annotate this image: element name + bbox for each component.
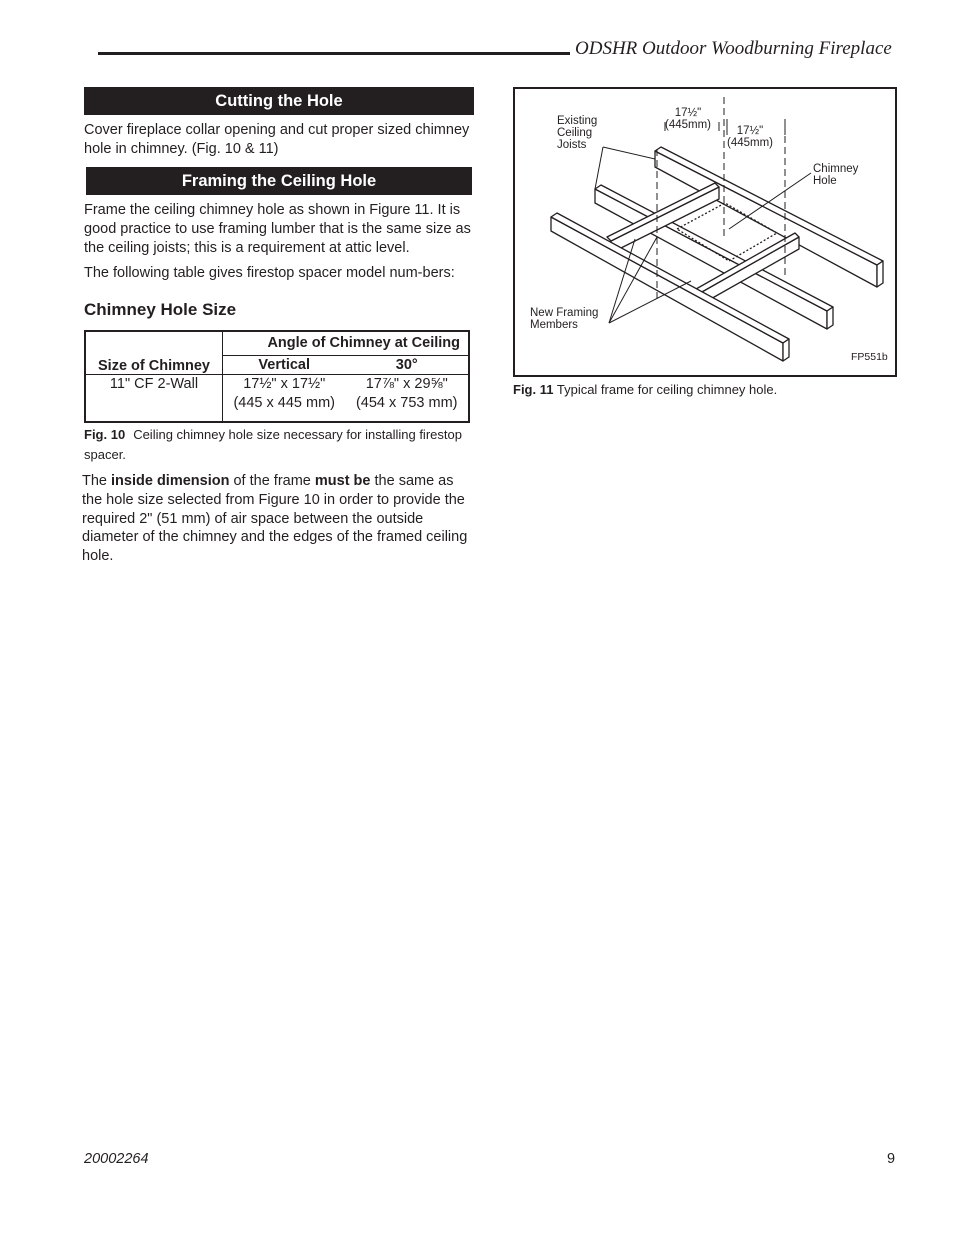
fig11-caption (513, 382, 777, 397)
fig11-text: Typical frame for ceiling chimney hole. (556, 382, 778, 397)
fig10-text: Ceiling chimney hole size necessary for installing firestop spacer. (84, 427, 462, 463)
left-column (84, 87, 474, 566)
table-cell-angle-in: 17⅞" x 29⅝" (365, 376, 448, 393)
table-cell-angle (345, 375, 469, 423)
label-hole-line1: Chimney (813, 163, 859, 175)
section-heading-cutting: Cutting the Hole (84, 87, 474, 115)
header-rule (98, 52, 570, 55)
label-dim1-line2: (445mm) (665, 119, 712, 131)
table-intro-paragraph: The following table gives firestop spacer model num-bers: (84, 264, 455, 281)
table-cell-angle-mm: (454 x 753 mm) (355, 395, 458, 412)
label-dimension-2 (727, 125, 773, 149)
table-cell-size: 11" CF 2-Wall (109, 376, 199, 393)
label-existing-ceiling-joists (557, 115, 597, 151)
table-header-size: Size of Chimney (85, 331, 223, 375)
para-text-2: of the frame (229, 473, 315, 490)
page-header-title: ODSHR Outdoor Woodburning Fireplace (575, 38, 892, 59)
fig11-label: Fig. 11 (513, 382, 554, 397)
label-framing-line1: New Framing (530, 307, 599, 319)
para-text-3: the same as the hole size selected from Figure 10 in order to provide the required 2" (51 mm) of air space between the outside diameter of the chimney and the edges of the framed ceiling hole. (82, 473, 468, 565)
section-heading-framing: Framing the Ceiling Hole (86, 167, 472, 195)
leader-joists (603, 147, 655, 159)
fig11-frame-diagram (513, 87, 897, 377)
page-number: 9 (887, 1151, 896, 1167)
figure-code: FP551b (851, 351, 888, 363)
label-framing-line2: Members (530, 319, 578, 331)
para-bold-must-be: must be (314, 473, 371, 490)
label-hole-line2: Hole (813, 175, 837, 187)
table-cell-vertical-mm: (445 x 445 mm) (233, 395, 335, 412)
label-dim2-line1: 17½" (736, 125, 764, 137)
para-bold-inside-dimension: inside dimension (111, 473, 230, 490)
table-cell-vertical (223, 375, 346, 423)
table-header-vertical: Vertical (223, 356, 346, 375)
table-header-30: 30° (345, 356, 469, 375)
label-joists-line3: Joists (557, 139, 587, 151)
fig10-caption (84, 425, 474, 465)
label-joists-line2: Ceiling (557, 127, 593, 139)
cutting-paragraph: Cover fireplace collar opening and cut proper sized chimney hole in chimney. (Fig. 10 & 11) (84, 122, 470, 157)
label-new-framing-members (530, 307, 598, 331)
framing-paragraph: Frame the ceiling chimney hole as shown in Figure 11. It is good practice to use framing lumber that is the same size as the ceiling joists; this is a requirement at attic level. (84, 202, 471, 256)
inside-dimension-paragraph (82, 472, 474, 566)
chimney-hole-size-table (84, 330, 470, 423)
label-chimney-hole (813, 163, 858, 187)
table-group-header: Angle of Chimney at Ceiling (223, 331, 470, 356)
para-text-1: The (82, 473, 112, 490)
label-joists-line1: Existing (557, 115, 598, 127)
table-cell-vertical-in: 17½" x 17½" (243, 376, 326, 393)
fig10-label: Fig. 10 (84, 427, 126, 443)
label-dimension-1 (665, 107, 711, 131)
chimney-hole-size-heading: Chimney Hole Size (84, 300, 237, 320)
document-number: 20002264 (84, 1151, 149, 1167)
table-row (85, 375, 469, 423)
label-dim1-line1: 17½" (674, 107, 702, 119)
label-dim2-line2: (445mm) (727, 137, 774, 149)
